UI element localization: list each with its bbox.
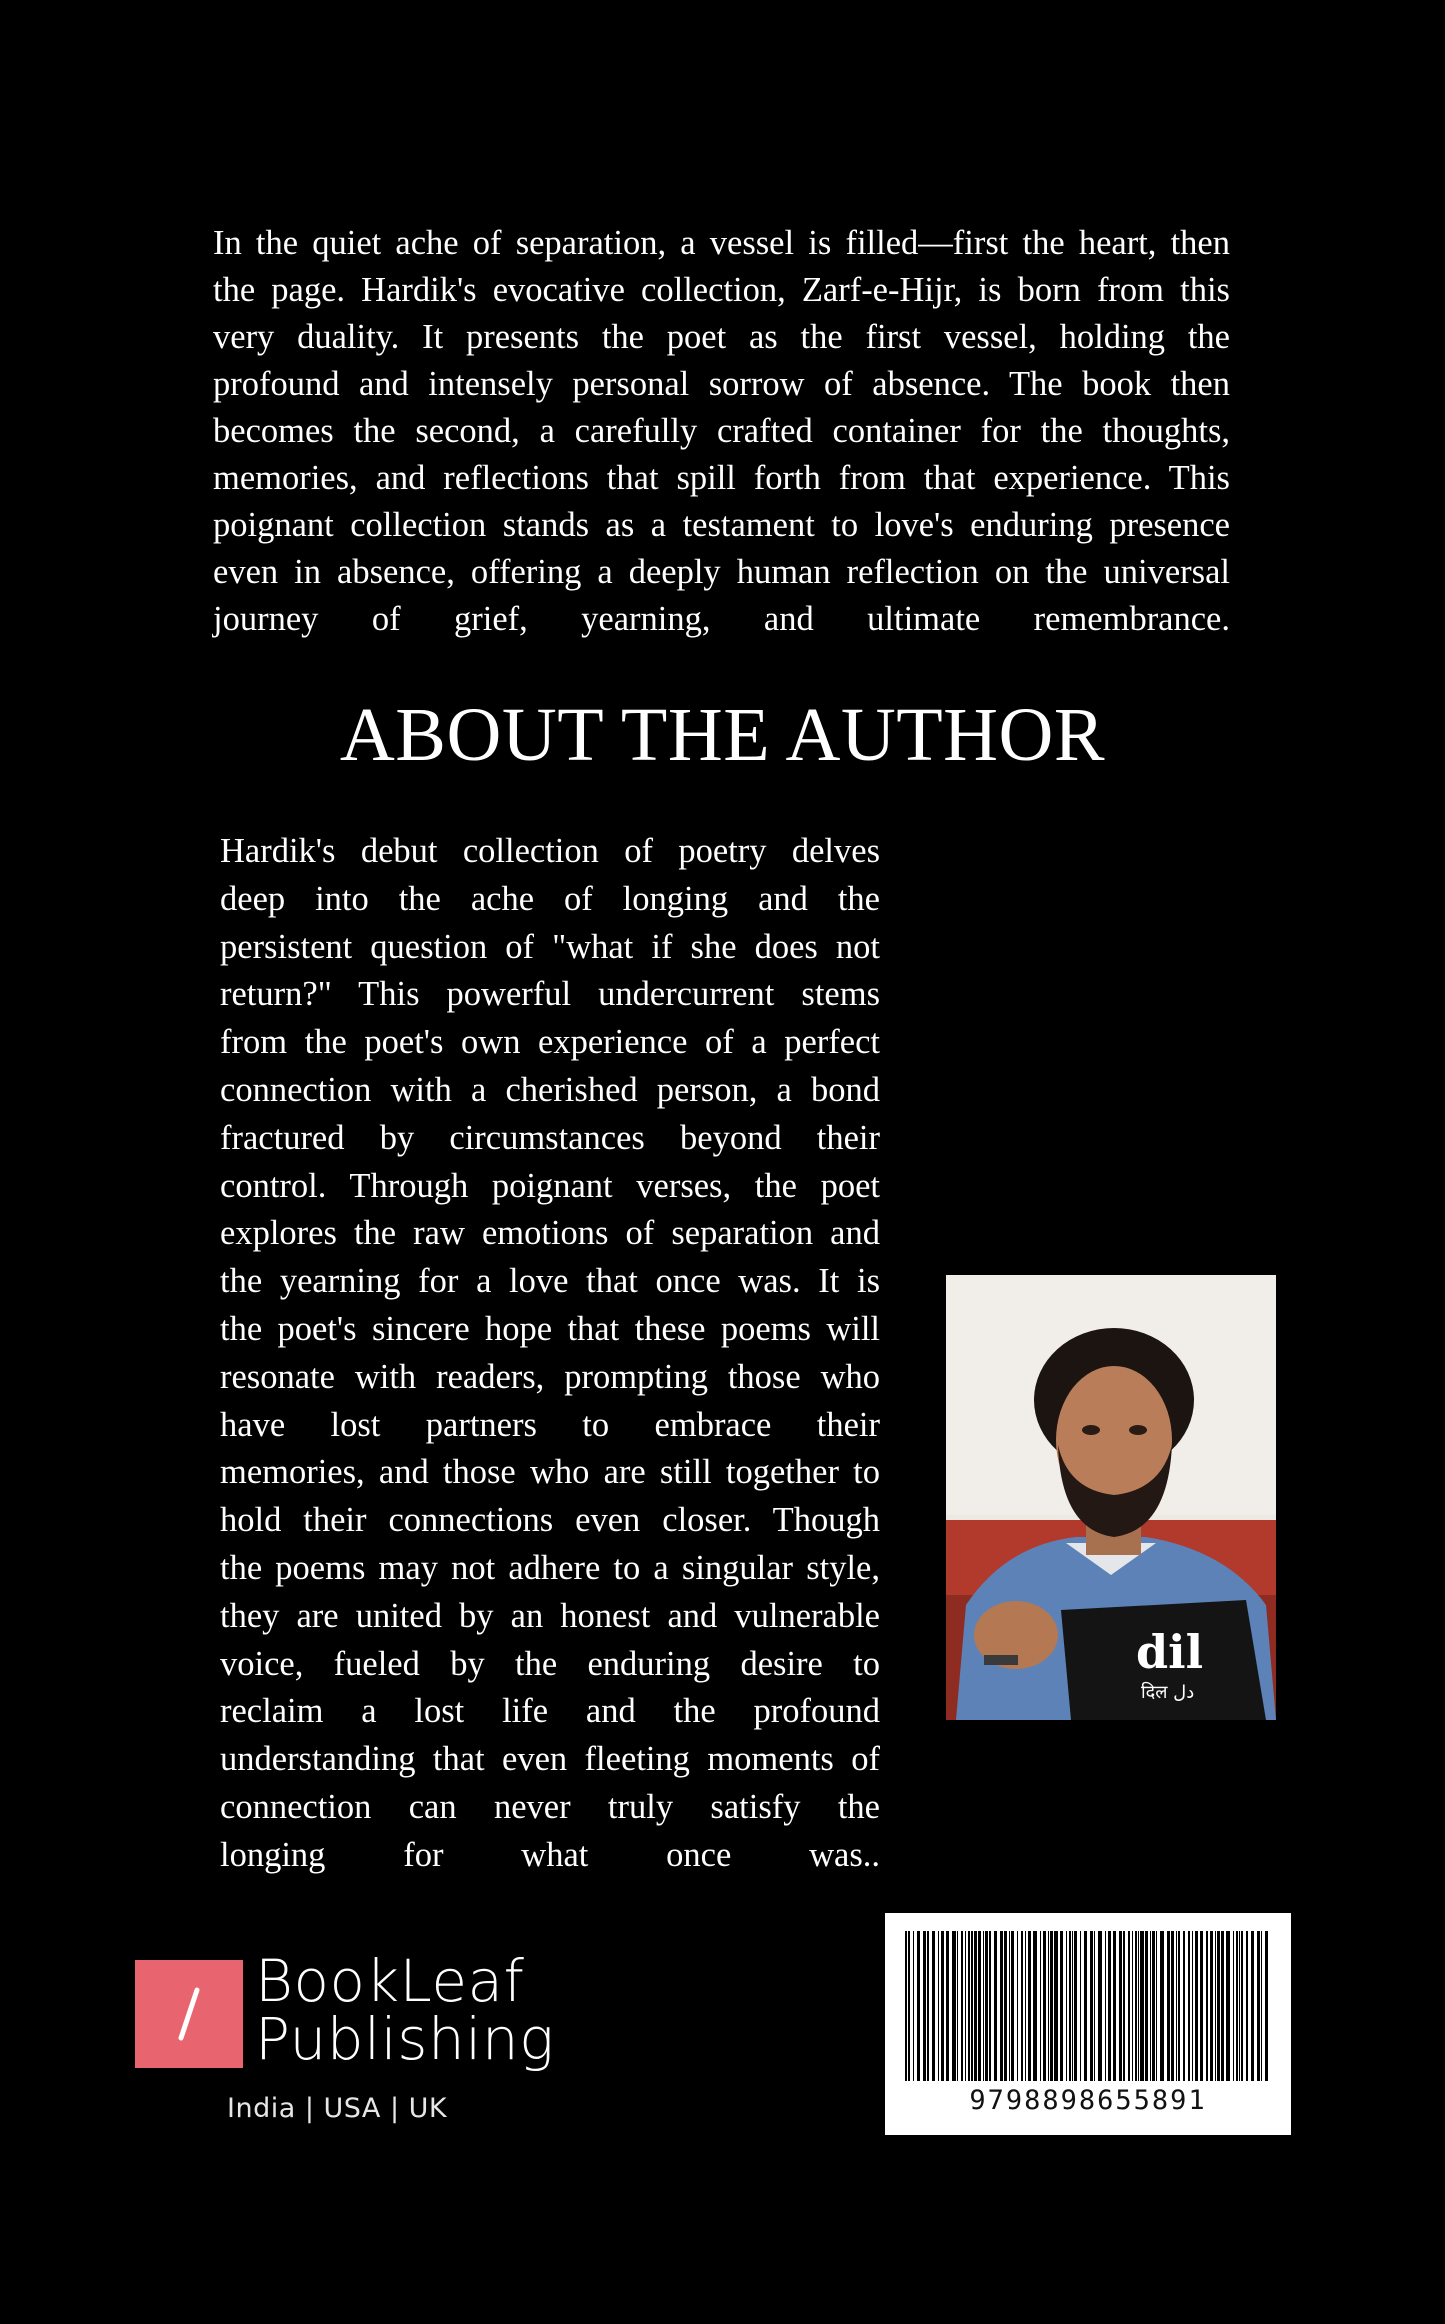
bio-line: explores the raw emotions of separation and <box>220 1214 880 1253</box>
barcode-bar <box>974 1931 977 2081</box>
barcode-bar <box>1138 1931 1139 2081</box>
bio-line: return?" This powerful undercurrent stems <box>220 975 880 1014</box>
barcode-bar <box>1241 1931 1243 2081</box>
barcode-bar <box>1119 1931 1122 2081</box>
blurb-line: journey of grief, yearning, and ultimate remembrance. <box>213 600 1230 638</box>
barcode-bar <box>1033 1931 1037 2081</box>
barcode-bar <box>957 1931 958 2081</box>
barcode-bar <box>905 1931 907 2081</box>
bio-line: hold their connections even closer. Though <box>220 1501 880 1540</box>
bio-line: fractured by circumstances beyond their <box>220 1118 880 1157</box>
barcode-bar <box>1192 1931 1193 2081</box>
barcode-bar <box>1090 1931 1093 2081</box>
barcode-bar <box>968 1931 970 2081</box>
bio-line: connection can never truly satisfy the <box>220 1787 880 1826</box>
barcode-bar <box>1251 1931 1254 2081</box>
barcode-bar <box>1145 1931 1148 2081</box>
barcode-bar <box>1210 1931 1213 2081</box>
barcode-bar <box>1257 1931 1260 2081</box>
barcode-bar <box>1048 1931 1049 2081</box>
blurb-line: becomes the second, a carefully crafted container for the thoughts, <box>213 412 1230 450</box>
barcode-bar <box>1050 1931 1053 2081</box>
barcode-bar <box>1261 1931 1262 2081</box>
barcode-bar <box>1140 1931 1144 2081</box>
barcode-bar <box>1084 1931 1087 2081</box>
barcode-bar <box>1080 1931 1081 2081</box>
barcode-bar <box>1200 1931 1203 2081</box>
barcode-bar <box>1060 1931 1063 2081</box>
barcode-bar <box>1246 1931 1248 2081</box>
barcode-bar <box>1105 1931 1106 2081</box>
barcode-bar <box>1215 1931 1216 2081</box>
blurb-line: In the quiet ache of separation, a vessel is filled—first the heart, then <box>213 224 1230 262</box>
barcode-bar <box>938 1931 939 2081</box>
barcode-bar <box>923 1931 926 2081</box>
barcode-bar <box>989 1931 991 2081</box>
book-description <box>213 220 1230 643</box>
bio-line: voice, fueled by the enduring desire to <box>220 1644 880 1683</box>
author-portrait-image <box>946 1275 1276 1720</box>
barcode-bar <box>927 1931 929 2081</box>
barcode-bar <box>1167 1931 1170 2081</box>
bio-line: longing for what once was.. <box>220 1835 880 1874</box>
blurb-line: the page. Hardik's evocative collection, Zarf-e-Hijr, is born from this <box>213 271 1230 309</box>
barcode-bar <box>1152 1931 1155 2081</box>
shirt-print-subtext: दिल دل <box>1141 1682 1195 1703</box>
barcode-bar <box>1040 1931 1041 2081</box>
publisher-name-line1: BookLeaf <box>255 1947 525 2015</box>
barcode-bar <box>1074 1931 1077 2081</box>
blurb-line: very duality. It presents the poet as the first vessel, holding the <box>213 318 1230 356</box>
barcode-bar <box>1009 1931 1010 2081</box>
barcode-bar <box>932 1931 935 2081</box>
about-author-heading: ABOUT THE AUTHOR <box>339 693 1106 777</box>
barcode-bar <box>941 1931 944 2081</box>
bio-line: reclaim a lost life and the profound <box>220 1692 880 1731</box>
barcode-bar <box>1160 1931 1164 2081</box>
bio-line: Hardik's debut collection of poetry delves <box>220 832 880 870</box>
barcode-bar <box>1025 1931 1026 2081</box>
barcode-bar <box>971 1931 973 2081</box>
barcode-bar <box>965 1931 966 2081</box>
bio-line: the poet's sincere hope that these poems will <box>220 1309 880 1348</box>
barcode-bar <box>1004 1931 1007 2081</box>
barcode-bar <box>1265 1931 1268 2081</box>
barcode-bar <box>1028 1931 1031 2081</box>
blurb-line: even in absence, offering a deeply human reflection on the universal <box>213 553 1230 591</box>
blurb-line: memories, and reflections that spill forth from that experience. This <box>213 459 1230 497</box>
barcode-bar <box>1171 1931 1174 2081</box>
barcode-bar <box>946 1931 949 2081</box>
barcode-bar <box>1178 1931 1180 2081</box>
bio-line: the yearning for a love that once was. It is <box>220 1262 880 1301</box>
barcode-bar <box>1098 1931 1102 2081</box>
bio-line: the poems may not adhere to a singular style, <box>220 1548 880 1587</box>
bio-line: resonate with readers, prompting those who <box>220 1357 880 1396</box>
bio-line: control. Through poignant verses, the poet <box>220 1166 880 1205</box>
barcode-bar <box>1066 1931 1067 2081</box>
barcode-bar <box>994 1931 997 2081</box>
bio-line: they are united by an honest and vulnerable <box>220 1596 880 1635</box>
bio-line: connection with a cherished person, a bond <box>220 1070 880 1109</box>
bio-line: memories, and those who are still together to <box>220 1453 880 1492</box>
barcode-bar <box>1236 1931 1238 2081</box>
barcode-bar <box>1128 1931 1130 2081</box>
author-bio <box>220 828 880 1880</box>
isbn-number: 9798898655891 <box>969 2085 1207 2116</box>
barcode-bars <box>903 1931 1273 2081</box>
barcode-bar <box>1221 1931 1224 2081</box>
barcode-bar <box>1132 1931 1133 2081</box>
barcode-bar <box>1217 1931 1220 2081</box>
shirt-print-text: dil <box>1136 1625 1204 1679</box>
barcode-bar <box>913 1931 914 2081</box>
isbn-barcode <box>885 1913 1291 2135</box>
barcode-bar <box>1054 1931 1058 2081</box>
barcode-bar <box>1150 1931 1151 2081</box>
barcode-bar <box>1123 1931 1125 2081</box>
author-photo <box>946 1275 1276 1720</box>
barcode-bar <box>1206 1931 1208 2081</box>
barcode-bar <box>1072 1931 1073 2081</box>
barcode-bar <box>1188 1931 1190 2081</box>
bio-line: from the poet's own experience of a perfect <box>220 1023 880 1062</box>
publisher-regions: India | USA | UK <box>227 2093 448 2124</box>
publisher-name <box>255 1947 555 2073</box>
barcode-bar <box>952 1931 956 2081</box>
barcode-bar <box>1094 1931 1095 2081</box>
barcode-bar <box>1017 1931 1018 2081</box>
barcode-bar <box>917 1931 920 2081</box>
barcode-bar <box>1226 1931 1230 2081</box>
barcode-bar <box>1069 1931 1071 2081</box>
barcode-bar <box>1135 1931 1137 2081</box>
barcode-bar <box>1113 1931 1116 2081</box>
barcode-bar <box>1233 1931 1234 2081</box>
barcode-bar <box>961 1931 963 2081</box>
bio-line: understanding that even fleeting moments of <box>220 1740 880 1779</box>
barcode-bar <box>1156 1931 1157 2081</box>
barcode-bar <box>1195 1931 1198 2081</box>
bio-line: have lost partners to embrace their <box>220 1405 880 1444</box>
barcode-bar <box>978 1931 981 2081</box>
barcode-bar <box>1176 1931 1177 2081</box>
barcode-bar <box>1239 1931 1240 2081</box>
slash-logo-icon <box>135 1960 243 2068</box>
bio-line: persistent question of "what if she does not <box>220 927 880 966</box>
blurb-line: poignant collection stands as a testament to love's enduring presence <box>213 506 1230 544</box>
barcode-bar <box>1021 1931 1023 2081</box>
barcode-bar <box>1043 1931 1046 2081</box>
bio-line: deep into the ache of longing and the <box>220 879 880 918</box>
blurb-line: profound and intensely personal sorrow of absence. The book then <box>213 365 1230 403</box>
barcode-bar <box>908 1931 910 2081</box>
barcode-bar <box>983 1931 984 2081</box>
barcode-bar <box>1183 1931 1185 2081</box>
publisher-name-line2: Publishing <box>255 2005 555 2073</box>
barcode-bar <box>1011 1931 1014 2081</box>
barcode-bar <box>1108 1931 1111 2081</box>
barcode-bar <box>1000 1931 1003 2081</box>
barcode-bar <box>985 1931 988 2081</box>
